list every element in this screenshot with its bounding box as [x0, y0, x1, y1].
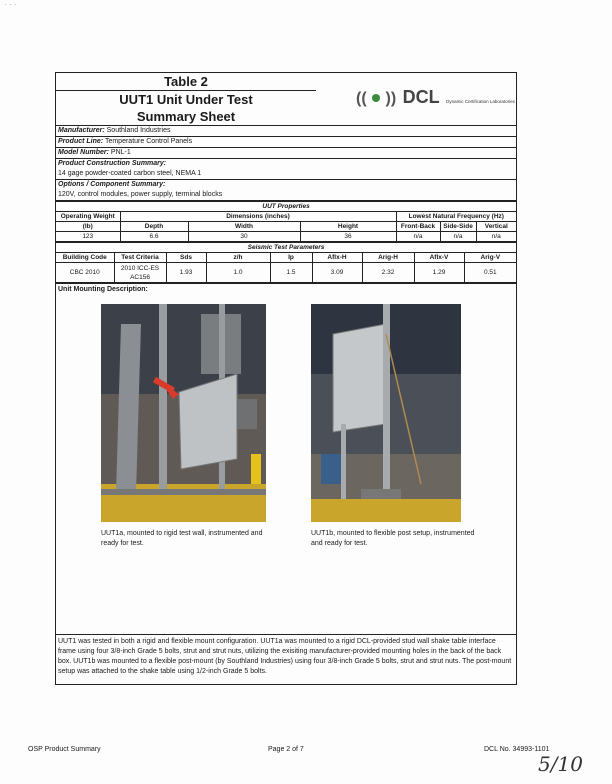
mounting-section	[56, 283, 516, 634]
side-side-value: n/a	[440, 232, 476, 242]
seismic-value: 1.0	[206, 263, 270, 283]
table-header	[56, 73, 516, 126]
op-weight-unit: (lb)	[56, 222, 120, 232]
product-line-value: Temperature Control Panels	[104, 138, 193, 145]
options-label-row	[56, 180, 516, 190]
manufacturer-value: Southland Industries	[106, 127, 171, 134]
seismic-header: Sds	[166, 253, 206, 263]
logo-tagline: Dynamic Certification Laboratories	[446, 99, 515, 104]
op-weight-label: Operating Weight	[56, 212, 120, 222]
photo-uut1b	[311, 304, 461, 522]
seismic-header: z/h	[206, 253, 270, 263]
seismic-header: Arig-V	[464, 253, 516, 263]
mounting-title: Unit Mounting Description:	[58, 286, 148, 293]
product-line-row	[56, 137, 516, 148]
options-label: Options / Component Summary:	[58, 181, 166, 188]
front-back-label: Front-Back	[396, 222, 440, 232]
seismic-header: Test Criteria	[114, 253, 166, 263]
dcl-logo	[356, 87, 516, 108]
logo-text: DCL	[402, 87, 440, 107]
options-row	[56, 190, 516, 201]
corner-marks: · · ·	[4, 0, 17, 9]
seismic-title: Seismic Test Parameters	[56, 243, 516, 253]
vertical-label: Vertical	[476, 222, 516, 232]
model-value: PNL-1	[110, 149, 131, 156]
construction-label: Product Construction Summary:	[58, 160, 167, 167]
manufacturer-label: Manufacturer:	[58, 127, 105, 134]
depth-value: 6.6	[120, 232, 188, 242]
construction-label-row	[56, 159, 516, 169]
table-label: Table 2	[56, 73, 316, 91]
side-side-label: Side-Side	[440, 222, 476, 232]
seismic-value: 0.51	[464, 263, 516, 283]
seismic-header: Aflx-H	[312, 253, 362, 263]
footer-page: Page 2 of 7	[268, 746, 304, 753]
construction-row	[56, 169, 516, 180]
front-back-value: n/a	[396, 232, 440, 242]
construction-value: 14 gage powder-coated carbon steel, NEMA 1	[58, 170, 202, 177]
uut-properties-title: UUT Properties	[56, 202, 516, 212]
product-line-label: Product Line:	[58, 138, 104, 145]
title-block	[56, 73, 316, 125]
seismic-value: 1.93	[166, 263, 206, 283]
manufacturer-row	[56, 126, 516, 137]
lnf-label: Lowest Natural Frequency (Hz)	[396, 212, 516, 222]
seismic-header: Arig-H	[362, 253, 414, 263]
footer-left: OSP Product Summary	[28, 746, 101, 753]
footer-doc-number: DCL No. 34993-1101	[484, 746, 550, 753]
photo-uut1a	[101, 304, 266, 522]
seismic-parameters-table	[56, 242, 516, 283]
table-title: UUT1 Unit Under Test	[119, 92, 253, 107]
vertical-value: n/a	[476, 232, 516, 242]
seismic-value: 2010 ICC-ES AC156	[114, 263, 166, 283]
model-label: Model Number:	[58, 149, 109, 156]
seismic-value: 2.32	[362, 263, 414, 283]
uut-properties-table	[56, 201, 516, 242]
height-label: Height	[300, 222, 396, 232]
seismic-value: 1.29	[414, 263, 464, 283]
depth-label: Depth	[120, 222, 188, 232]
width-label: Width	[188, 222, 300, 232]
seismic-header: Building Code	[56, 253, 114, 263]
table-subtitle: Summary Sheet	[136, 109, 236, 124]
width-value: 30	[188, 232, 300, 242]
caption-uut1a: UUT1a, mounted to rigid test wall, instrumented and ready for test.	[101, 530, 263, 547]
options-value: 120V, control modules, power supply, terminal blocks	[58, 191, 223, 198]
summary-table-frame	[55, 72, 517, 685]
caption-uut1b: UUT1b, mounted to flexible post setup, instrumented and ready for test.	[311, 530, 475, 547]
height-value: 36	[300, 232, 396, 242]
signal-icon: (( ))	[356, 90, 397, 107]
handwritten-date: 5/10	[538, 752, 583, 776]
model-row	[56, 148, 516, 159]
seismic-header: Ip	[270, 253, 312, 263]
weight-value: 123	[56, 232, 120, 242]
seismic-value: 1.5	[270, 263, 312, 283]
seismic-value: CBC 2010	[56, 263, 114, 283]
mounting-description: UUT1 was tested in both a rigid and flexible mount configuration. UUT1a was mounted to a rigid DCL-provided stud wall shake table interface frame using four 3/8-inch Grade 5 bolts, strut and strut nuts, utilizing the exisiting manufacturer-provided mounting holes in the back of the back box. UUT1b was mounted to a flexible post-mount (by Southland Industries) using four 3/8-inch Grade 5 bolts, strut and strut nuts. The post-mount setup was attached to the shake table using 1/2-inch Grade 5 bolts.	[56, 634, 516, 684]
seismic-header: Aflx-V	[414, 253, 464, 263]
seismic-value: 3.09	[312, 263, 362, 283]
dimensions-label: Dimensions (inches)	[120, 212, 396, 222]
